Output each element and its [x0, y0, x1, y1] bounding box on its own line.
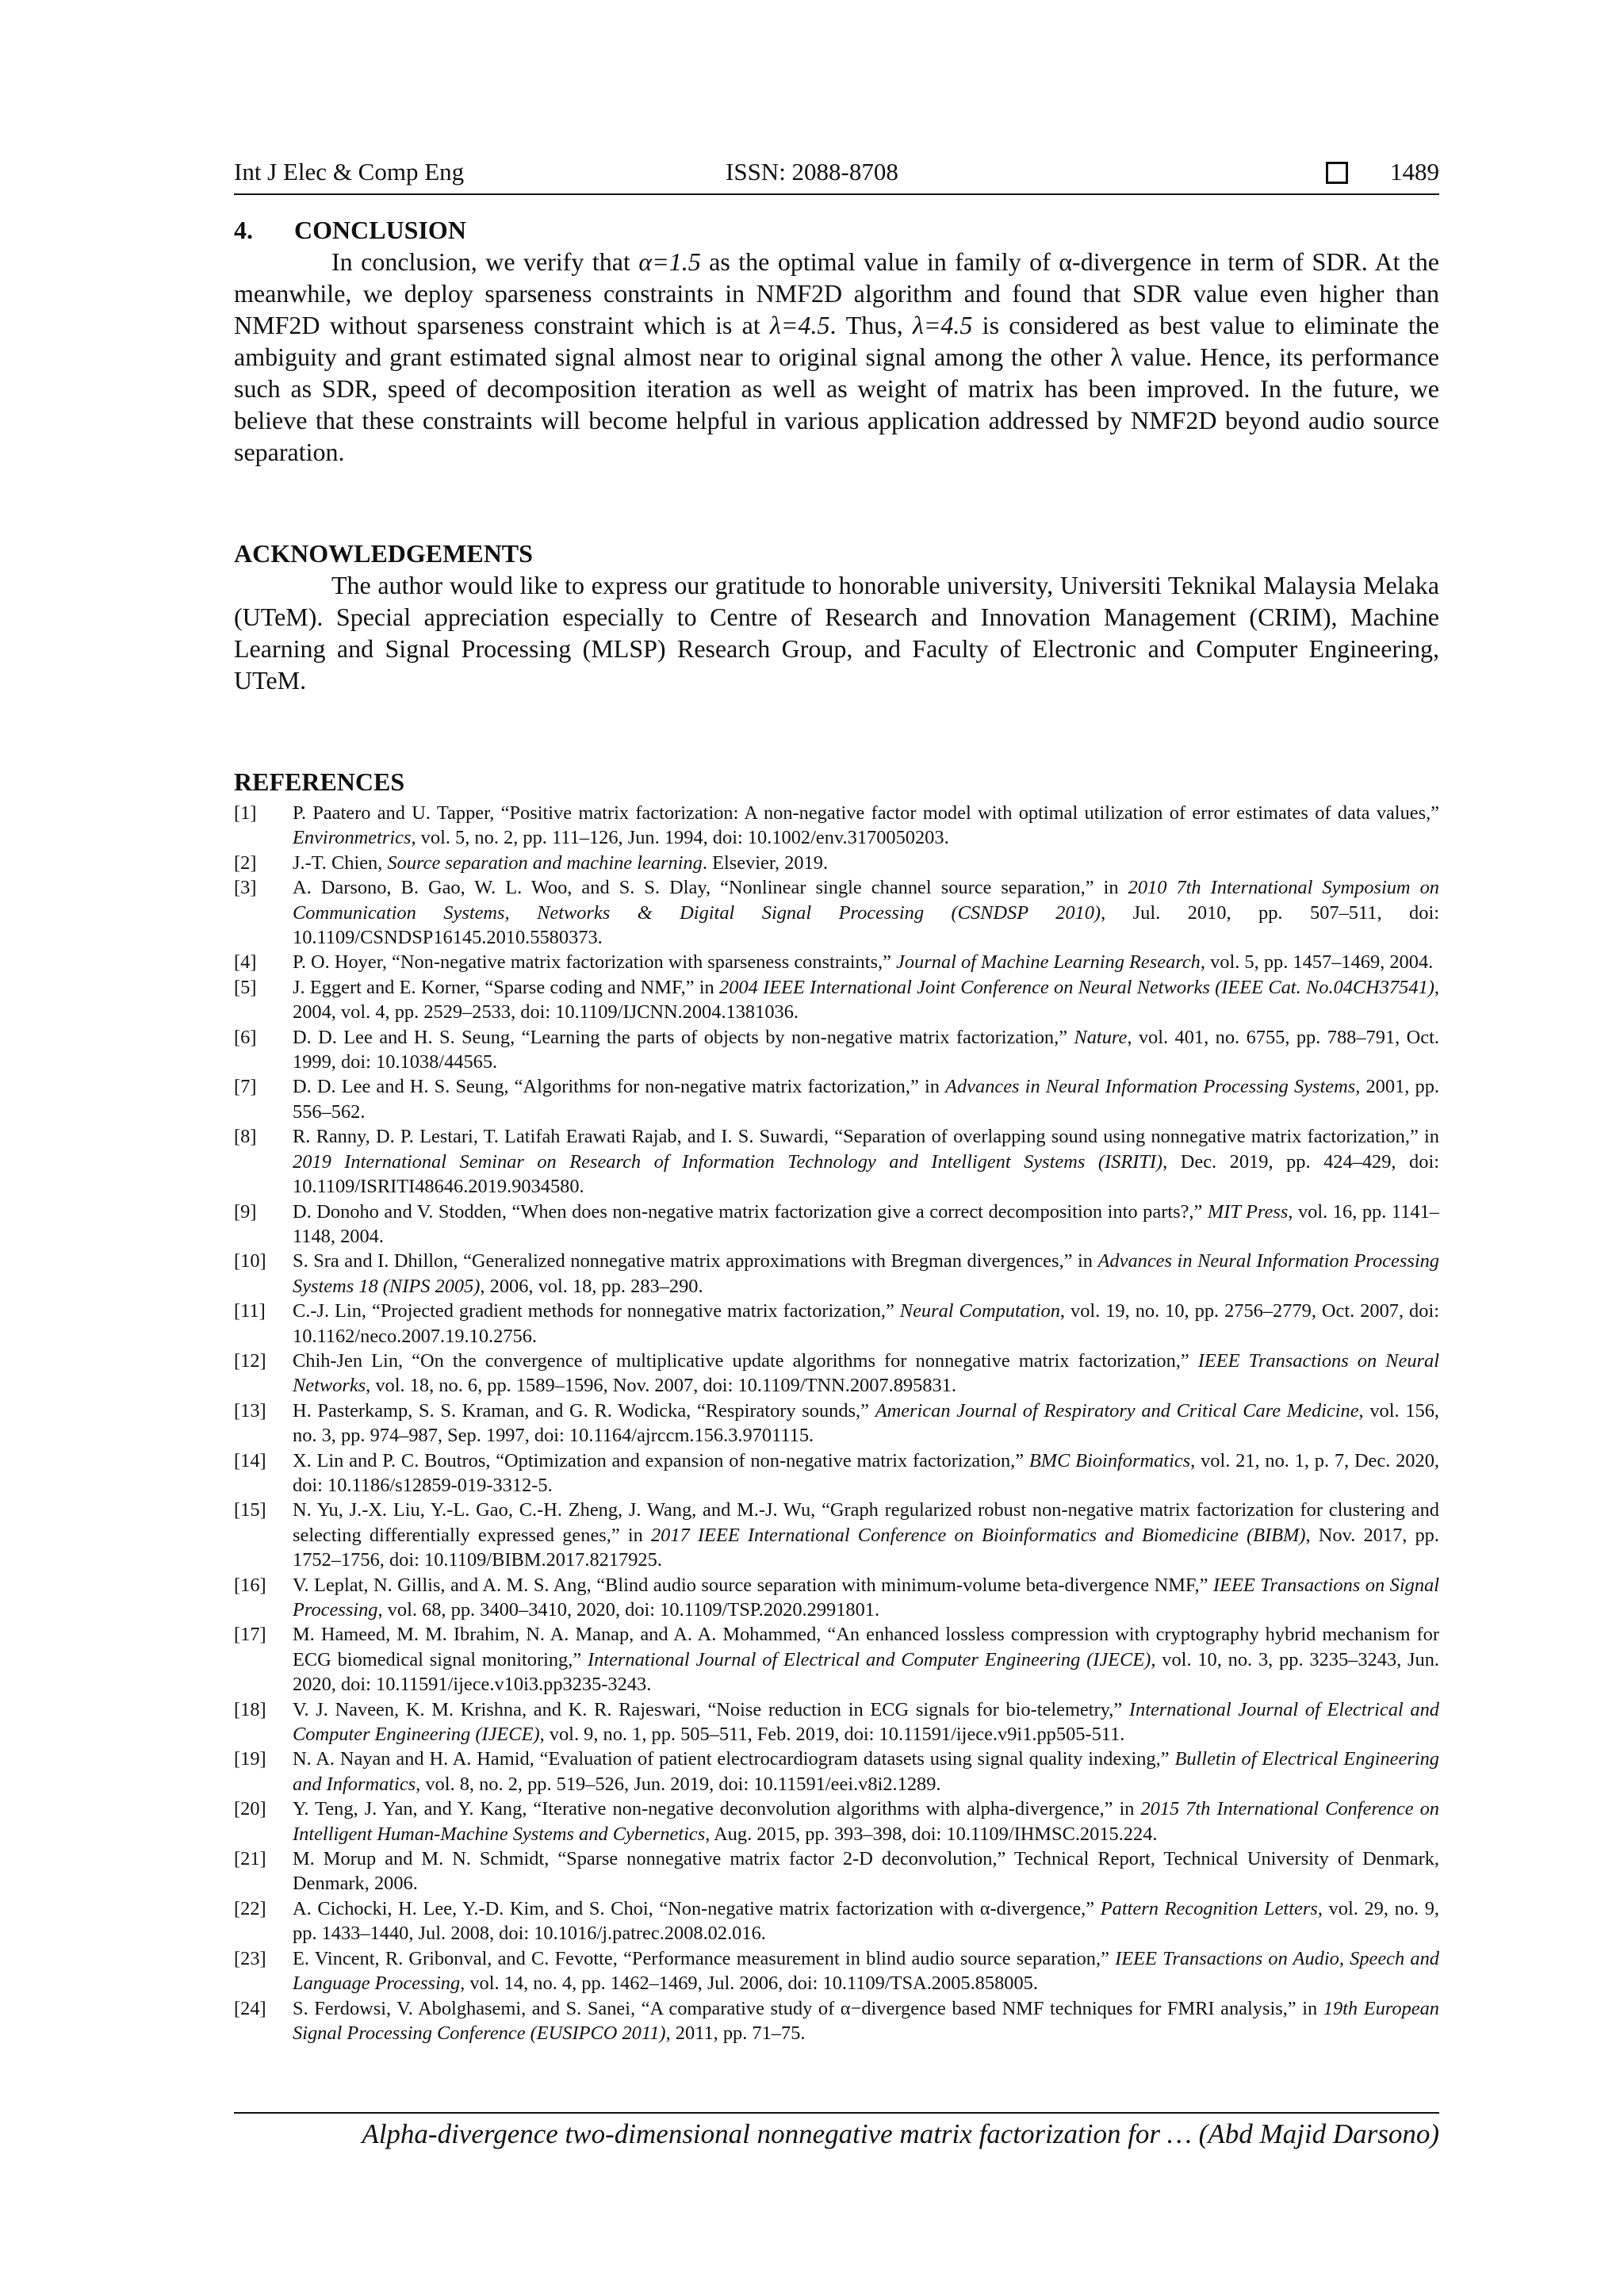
reference-item: [5] J. Eggert and E. Korner, “Sparse coding and NMF,” in 2004 IEEE International Joint Conference on Neural Networks (IEEE Cat. No.04CH37541), 2004, vol. 4, pp. 2529–2533, doi: 10.1109/IJCNN.2004.1381036.	[234, 976, 1439, 1024]
page-number: 1489	[1390, 158, 1439, 186]
reference-item: [24] S. Ferdowsi, V. Abolghasemi, and S. Sanei, “A comparative study of α−divergence based NMF techniques for FMRI analysis,” in 19th European Signal Processing Conference (EUSIPCO 2011), 2011, pp. 71–75.	[234, 1997, 1439, 2044]
reference-item: [6] D. D. Lee and H. S. Seung, “Learning the parts of objects by non-negative matrix factorization,” Nature, vol. 401, no. 6755, pp. 788–791, Oct. 1999, doi: 10.1038/44565.	[234, 1026, 1439, 1073]
reference-item: [22] A. Cichocki, H. Lee, Y.-D. Kim, and S. Choi, “Non-negative matrix factorization with α-divergence,” Pattern Recognition Letters, vol. 29, no. 9, pp. 1433–1440, Jul. 2008, doi: 10.1016/j.patrec.2008.02.016.	[234, 1897, 1440, 1945]
reference-item: [15] N. Yu, J.-X. Liu, Y.-L. Gao, C.-H. Zheng, J. Wang, and M.-J. Wu, “Graph regularized robust non-negative matrix factorization for clustering and selecting differentially expressed genes,” in 2017 IEEE International Conference on Bioinformatics and Biomedicine (BIBM), Nov. 2017, pp. 1752–1756, doi: 10.1109/BIBM.2017.8217925.	[234, 1499, 1439, 1571]
reference-number: [20]	[234, 1798, 266, 1820]
reference-item: [23] E. Vincent, R. Gribonval, and C. Fevotte, “Performance measurement in blind audio source separation,” IEEE Transactions on Audio, Speech and Language Processing, vol. 14, no. 4, pp. 1462–1469, Jul. 2006, doi: 10.1109/TSA.2005.858005.	[234, 1947, 1439, 1995]
reference-number: [2]	[234, 851, 257, 874]
reference-number: [17]	[234, 1624, 266, 1646]
reference-number: [3]	[234, 877, 257, 899]
reference-number: [10]	[234, 1250, 266, 1272]
reference-number: [11]	[234, 1300, 266, 1322]
reference-item: [13] H. Pasterkamp, S. S. Kraman, and G. R. Wodicka, “Respiratory sounds,” American Journal of Respiratory and Critical Care Medicine, vol. 156, no. 3, pp. 974–987, Sep. 1997, doi: 10.1164/ajrccm.156.3.9701115.	[234, 1399, 1440, 1447]
reference-item: [8] R. Ranny, D. P. Lestari, T. Latifah Erawati Rajab, and I. S. Suwardi, “Separation of overlapping sound using nonnegative matrix factorization,” in 2019 International Seminar on Research of Information Technology and Intelligent Systems (ISRITI), Dec. 2019, pp. 424–429, doi: 10.1109/ISRITI48646.2019.9034580.	[234, 1126, 1440, 1198]
reference-number: [22]	[234, 1897, 266, 1919]
page-content	[234, 214, 1439, 2045]
conclusion-heading	[234, 214, 1439, 246]
reference-item: [20] Y. Teng, J. Yan, and Y. Kang, “Iterative non-negative deconvolution algorithms with alpha-divergence,” in 2015 7th International Conference on Intelligent Human-Machine Systems and Cybernetics, Aug. 2015, pp. 393–398, doi: 10.1109/IHMSC.2015.224.	[234, 1798, 1439, 1845]
square-bullet-icon	[1326, 162, 1348, 184]
section-number: 4.	[234, 216, 253, 244]
reference-number: [7]	[234, 1076, 257, 1098]
reference-item: [4] P. O. Hoyer, “Non-negative matrix factorization with sparseness constraints,” Journal of Machine Learning Research, vol. 5, pp. 1457–1469, 2004.	[234, 950, 1439, 974]
footer-rule	[234, 2112, 1439, 2114]
reference-item: [14] X. Lin and P. C. Boutros, “Optimization and expansion of non-negative matrix factorization,” BMC Bioinformatics, vol. 21, no. 1, p. 7, Dec. 2020, doi: 10.1186/s12859-019-3312-5.	[234, 1449, 1439, 1496]
lambda-value: λ=4.5	[769, 311, 830, 339]
references-heading: REFERENCES	[234, 767, 405, 796]
acknowledgements-paragraph: The author would like to express our gratitude to honorable university, Universiti Teknikal Malaysia Melaka (UTeM). Special appreciation especially to Centre of Research and Innovation Management (CRIM), Machine Learning and Signal Processing (MLSP) Research Group, and Faculty of Electronic and Computer Engineering, UTeM.	[234, 571, 1439, 695]
reference-number: [5]	[234, 976, 257, 998]
reference-item: [17] M. Hameed, M. M. Ibrahim, N. A. Manap, and A. A. Mohammed, “An enhanced lossless compression with cryptography hybrid mechanism for ECG biomedical signal monitoring,” International Journal of Electrical and Computer Engineering (IJECE), vol. 10, no. 3, pp. 3235–3243, Jun. 2020, doi: 10.11591/ijece.v10i3.pp3235-3243.	[234, 1624, 1440, 1696]
reference-number: [23]	[234, 1947, 266, 1969]
reference-list	[234, 801, 1439, 2045]
reference-number: [4]	[234, 951, 257, 974]
header-rule	[234, 193, 1439, 195]
reference-number: [16]	[234, 1574, 266, 1596]
reference-number: [15]	[234, 1499, 266, 1521]
reference-number: [13]	[234, 1399, 266, 1422]
issn: ISSN: 2088-8708	[726, 158, 898, 186]
reference-item: [7] D. D. Lee and H. S. Seung, “Algorithms for non-negative matrix factorization,” in Advances in Neural Information Processing Systems, 2001, pp. 556–562.	[234, 1076, 1439, 1123]
reference-number: [1]	[234, 802, 257, 824]
reference-item: [10] S. Sra and I. Dhillon, “Generalized nonnegative matrix approximations with Bregman divergences,” in Advances in Neural Information Processing Systems 18 (NIPS 2005), 2006, vol. 18, pp. 283–290.	[234, 1250, 1439, 1297]
reference-number: [6]	[234, 1026, 257, 1048]
reference-item: [11] C.-J. Lin, “Projected gradient methods for nonnegative matrix factorization,” Neural Computation, vol. 19, no. 10, pp. 2756–2779, Oct. 2007, doi: 10.1162/neco.2007.19.10.2756.	[234, 1300, 1439, 1347]
reference-item: [9] D. Donoho and V. Stodden, “When does non-negative matrix factorization give a correct decomposition into parts?,” MIT Press, vol. 16, pp. 1141–1148, 2004.	[234, 1200, 1439, 1247]
reference-item: [18] V. J. Naveen, K. M. Krishna, and K. R. Rajeswari, “Noise reduction in ECG signals for bio-telemetry,” International Journal of Electrical and Computer Engineering (IJECE), vol. 9, no. 1, pp. 505–511, Feb. 2019, doi: 10.11591/ijece.v9i1.pp505-511.	[234, 1698, 1439, 1746]
conclusion-paragraph: In conclusion, we verify that α=1.5 as the optimal value in family of α-divergence in term of SDR. At the meanwhile, we deploy sparseness constraints in NMF2D algorithm and found that SDR value even higher than NMF2D without sparseness constraint which is at λ=4.5. Thus, λ=4.5 is considered as best value to eliminate the ambiguity and grant estimated signal almost near to original signal among the other λ value. Hence, its performance such as SDR, speed of decomposition iteration as well as weight of matrix has been improved. In the future, we believe that these constraints will become helpful in various application addressed by NMF2D beyond audio source separation.	[234, 247, 1440, 466]
reference-item: [12] Chih-Jen Lin, “On the convergence of multiplicative update algorithms for nonnegative matrix factorization,” IEEE Transactions on Neural Networks, vol. 18, no. 6, pp. 1589–1596, Nov. 2007, doi: 10.1109/TNN.2007.895831.	[234, 1349, 1439, 1397]
reference-item: [3] A. Darsono, B. Gao, W. L. Woo, and S. S. Dlay, “Nonlinear single channel source separation,” in 2010 7th International Symposium on Communication Systems, Networks & Digital Signal Processing (CSNDSP 2010), Jul. 2010, pp. 507–511, doi: 10.1109/CSNDSP16145.2010.5580373.	[234, 877, 1439, 949]
running-title: Alpha-divergence two-dimensional nonnegative matrix factorization for … (Abd Majid Darsono)	[362, 2118, 1439, 2149]
reference-number: [19]	[234, 1748, 266, 1770]
reference-number: [18]	[234, 1698, 266, 1720]
lambda-value: λ=4.5	[912, 311, 973, 339]
reference-item: [21] M. Morup and M. N. Schmidt, “Sparse nonnegative matrix factor 2-D deconvolution,” Technical Report, Technical University of Denmark, Denmark, 2006.	[234, 1848, 1439, 1895]
reference-item: [19] N. A. Nayan and H. A. Hamid, “Evaluation of patient electrocardiogram datasets using signal quality indexing,” Bulletin of Electrical Engineering and Informatics, vol. 8, no. 2, pp. 519–526, Jun. 2019, doi: 10.11591/eei.v8i2.1289.	[234, 1748, 1439, 1795]
section-title: CONCLUSION	[294, 216, 466, 244]
page-header	[234, 154, 1439, 195]
reference-item: [2] J.-T. Chien, Source separation and machine learning. Elsevier, 2019.	[234, 851, 1439, 875]
reference-number: [12]	[234, 1349, 266, 1372]
acknowledgements-heading: ACKNOWLEDGEMENTS	[234, 539, 533, 568]
reference-number: [24]	[234, 1997, 266, 2019]
reference-item: [1] P. Paatero and U. Tapper, “Positive matrix factorization: A non-negative factor model with optimal utilization of error estimates of data values,” Environmetrics, vol. 5, no. 2, pp. 111–126, Jun. 1994, doi: 10.1002/env.3170050203.	[234, 802, 1439, 849]
alpha-value: α=1.5	[638, 247, 701, 276]
reference-number: [8]	[234, 1126, 257, 1148]
reference-number: [14]	[234, 1449, 266, 1471]
reference-number: [9]	[234, 1200, 257, 1223]
page-footer	[234, 2112, 1439, 2150]
reference-number: [21]	[234, 1848, 266, 1870]
reference-item: [16] V. Leplat, N. Gillis, and A. M. S. Ang, “Blind audio source separation with minimum-volume beta-divergence NMF,” IEEE Transactions on Signal Processing, vol. 68, pp. 3400–3410, 2020, doi: 10.1109/TSP.2020.2991801.	[234, 1574, 1439, 1621]
journal-name: Int J Elec & Comp Eng	[234, 158, 465, 186]
